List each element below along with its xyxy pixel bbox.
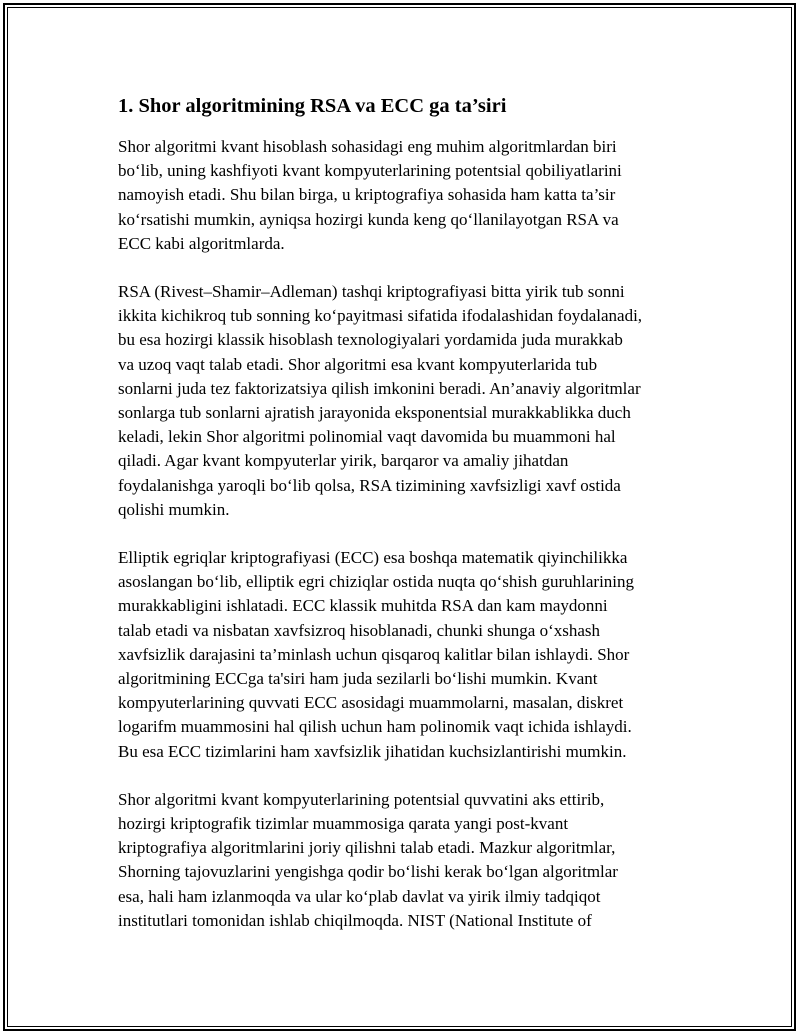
text-line: qolishi mumkin. xyxy=(118,499,230,519)
paragraph-ecc xyxy=(118,546,708,764)
text-line: ikkita kichikroq tub sonning ko‘payitmasi sifatida ifodalashidan foydalanadi, xyxy=(118,306,643,326)
text-line: hozirgi kriptografik tizimlar muammosiga qarata yangi post-kvant xyxy=(118,814,569,834)
document-body xyxy=(118,92,708,957)
text-line: bu esa hozirgi klassik hisoblash texnologiyalari yordamida juda murakkab xyxy=(118,330,623,350)
text-line: ko‘rsatishi mumkin, ayniqsa hozirgi kunda keng qo‘llanilayotgan RSA va xyxy=(118,209,619,229)
text-line: esa, hali ham izlanmoqda va ular ko‘plab davlat va yirik ilmiy tadqiqot xyxy=(118,886,601,906)
text-line: foydalanishga yaroqli bo‘lib qolsa, RSA tizimining xavfsizligi xavf ostida xyxy=(118,475,621,495)
text-line: Bu esa ECC tizimlarini ham xavfsizlik jihatidan kuchsizlantirishi mumkin. xyxy=(118,741,627,761)
paragraph-rsa xyxy=(118,280,708,522)
text-line: ECC kabi algoritmlarda. xyxy=(118,233,285,253)
text-line: va uzoq vaqt talab etadi. Shor algoritmi esa kvant kompyuterlarida tub xyxy=(118,354,598,374)
text-line: murakkabligini ishlatadi. ECC klassik muhitda RSA dan kam maydonni xyxy=(118,596,608,616)
text-line: keladi, lekin Shor algoritmi polinomial vaqt davomida bu muammoni hal xyxy=(118,427,616,447)
text-line: kompyuterlarining quvvati ECC asosidagi muammolarni, masalan, diskret xyxy=(118,693,624,713)
text-line: asoslangan bo‘lib, elliptik egri chiziqlar ostida nuqta qo‘shish guruhlarining xyxy=(118,572,635,592)
text-line: namoyish etadi. Shu bilan birga, u kriptografiya sohasida ham katta ta’sir xyxy=(118,185,616,205)
text-line: sonlarga tub sonlarni ajratish jarayonida eksponentsial murakkablikka duch xyxy=(118,403,631,423)
text-line: RSA (Rivest–Shamir–Adleman) tashqi kriptografiyasi bitta yirik tub sonni xyxy=(118,282,625,302)
text-line: Shor algoritmi kvant kompyuterlarining potentsial quvvatini aks ettirib, xyxy=(118,789,605,809)
text-line: Elliptik egriqlar kriptografiyasi (ECC) esa boshqa matematik qiyinchilikka xyxy=(118,548,628,568)
text-line: sonlarni juda tez faktorizatsiya qilish imkonini beradi. An’anaviy algoritmlar xyxy=(118,378,641,398)
text-line: Shor algoritmi kvant hisoblash sohasidagi eng muhim algoritmlardan biri xyxy=(118,137,617,156)
section-heading: 1. Shor algoritmining RSA va ECC ga ta’siri xyxy=(118,95,507,117)
text-line: xavfsizlik darajasini ta’minlash uchun qisqaroq kalitlar bilan ishlaydi. Shor xyxy=(118,644,630,664)
text-line: Shorning tajovuzlarini yengishga qodir bo‘lishi kerak bo‘lgan algoritmlar xyxy=(118,862,618,882)
paragraph-post-quantum xyxy=(118,788,708,933)
text-line: algoritmining ECCga ta'siri ham juda sezilarli bo‘lishi mumkin. Kvant xyxy=(118,669,598,689)
text-line: institutlari tomonidan ishlab chiqilmoqda. NIST (National Institute of xyxy=(118,910,592,930)
text-line: qiladi. Agar kvant kompyuterlar yirik, barqaror va amaliy jihatdan xyxy=(118,451,569,471)
paragraph-intro xyxy=(118,135,708,256)
text-line: bo‘lib, uning kashfiyoti kvant kompyuterlarining potentsial qobiliyatlarini xyxy=(118,161,622,181)
text-line: kriptografiya algoritmlarini joriy qilishni talab etadi. Mazkur algoritmlar, xyxy=(118,838,616,858)
text-line: talab etadi va nisbatan xavfsizroq hisoblanadi, chunki shunga o‘xshash xyxy=(118,620,601,640)
text-line: logarifm muammosini hal qilish uchun ham polinomik vaqt ichida ishlaydi. xyxy=(118,717,632,737)
